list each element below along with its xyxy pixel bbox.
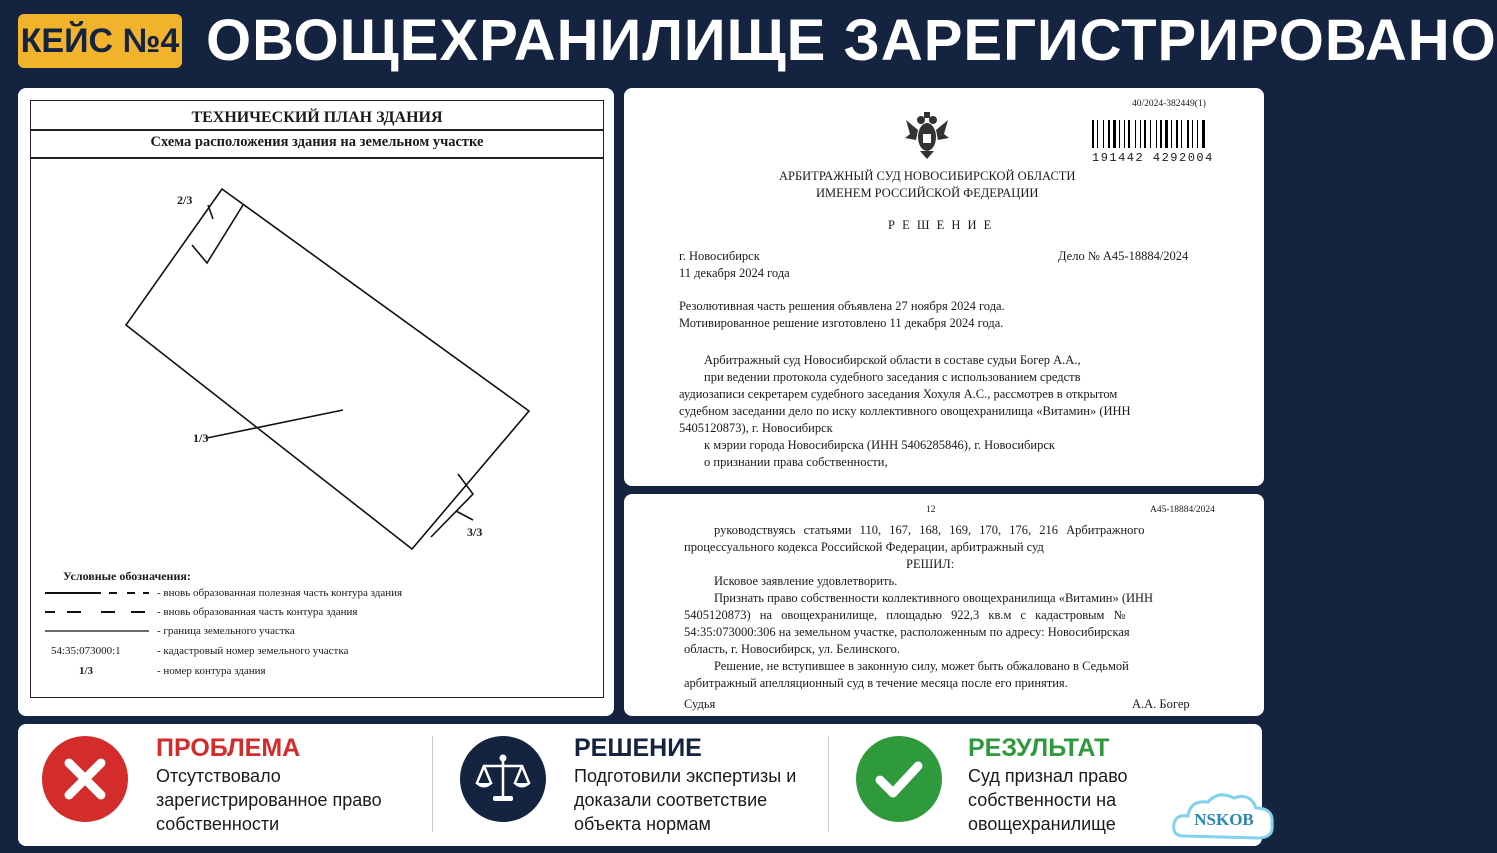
doc-line: к мэрии города Новосибирска (ИНН 5406285846), г. Новосибирск [704, 438, 1055, 452]
technical-plan-panel [18, 88, 614, 716]
solution-text [574, 764, 796, 836]
barcode-number: 191442 4292004 [1092, 151, 1214, 165]
barcode-bar [1192, 120, 1193, 148]
resolution-heading: РЕШИЛ: [906, 557, 955, 571]
barcode-bar [1165, 120, 1168, 148]
barcode-bar [1119, 120, 1120, 148]
city: г. Новосибирск [679, 249, 760, 263]
leader-line-2-3 [208, 205, 213, 219]
court-subtitle: ИМЕНЕМ РОССИЙСКОЙ ФЕДЕРАЦИИ [816, 186, 1039, 200]
barcode-bar [1156, 120, 1157, 148]
doc-line: судебном заседании дело по иску коллективного овощехранилища «Витамин» (ИНН [679, 404, 1131, 418]
legend-item: - вновь образованная часть контура здания [157, 606, 358, 618]
case-number: Дело № А45-18884/2024 [1058, 249, 1189, 263]
page-number: 12 [926, 505, 936, 515]
legend-symbols [45, 587, 165, 647]
barcode-bar [1103, 120, 1104, 148]
logo-text: NSKOB [1194, 810, 1254, 829]
problem-title: ПРОБЛЕМА [156, 734, 301, 762]
doc-line: Резолютивная часть решения объявлена 27 ноября 2024 года. [679, 299, 1005, 313]
check-icon [856, 736, 942, 822]
barcode-bar [1176, 120, 1178, 148]
legend-item: - вновь образованная полезная часть контура здания [157, 587, 403, 599]
solution-line: доказали соответствие [574, 790, 768, 810]
decision-date: 11 декабря 2024 года [679, 266, 790, 280]
problem-text [156, 764, 382, 836]
building-scheme [31, 161, 605, 621]
case-number: А45-18884/2024 [1150, 505, 1215, 515]
barcode-bar [1171, 120, 1172, 148]
barcode-bar [1128, 120, 1130, 148]
divider [432, 736, 433, 832]
barcode-bar [1202, 120, 1205, 148]
legend-item: - граница земельного участка [157, 625, 295, 637]
divider [828, 736, 829, 832]
barcode-bar [1092, 120, 1094, 148]
legend-symbol: 54:35:073000:1 [51, 645, 121, 657]
problem-line: Отсутствовало [156, 766, 281, 786]
plan-frame [30, 100, 604, 698]
label-2-3: 2/3 [177, 193, 193, 207]
barcode-bar [1113, 120, 1116, 148]
barcode-bar [1124, 120, 1125, 148]
doc-line: Решение, не вступившее в законную силу, может быть обжаловано в Седьмой [714, 659, 1129, 673]
solution-line: Подготовили экспертизы и [574, 766, 797, 786]
page-title: ОВОЩЕХРАНИЛИЩЕ ЗАРЕГИСТРИРОВАНО [206, 8, 1497, 73]
legend-symbol: 1/3 [79, 665, 94, 677]
doc-line: Арбитражный суд Новосибирской области в составе судьи Богер А.А., [704, 353, 1081, 367]
cross-icon [42, 736, 128, 822]
court-decision-page [624, 88, 1264, 486]
judge-label: Судья [684, 697, 716, 711]
result-line: собственности на [968, 790, 1117, 810]
barcode-bar [1097, 120, 1098, 148]
doc-line: при ведении протокола судебного заседания с использованием средств [704, 370, 1081, 384]
judge-name: А.А. Богер [1132, 697, 1190, 711]
court-name: АРБИТРАЖНЫЙ СУД НОВОСИБИРСКОЙ ОБЛАСТИ [779, 169, 1076, 183]
doc-line: руководствуясь статьями 110, 167, 168, 169, 170, 176, 216 Арбитражного [714, 523, 1145, 537]
barcode-bar [1108, 120, 1110, 148]
doc-line: Признать право собственности коллективного овощехранилища «Витамин» (ИНН [714, 591, 1154, 605]
result-line: овощехранилище [968, 814, 1116, 834]
doc-line: Исковое заявление удовлетворить. [714, 574, 898, 588]
nskob-logo [1170, 786, 1278, 850]
barcode-bar [1181, 120, 1182, 148]
divider [31, 157, 603, 159]
legend-item: - номер контура здания [157, 665, 266, 677]
document-reference: 40/2024-382449(1) [1132, 99, 1206, 109]
barcode-bar [1187, 120, 1189, 148]
doc-line: процессуального кодекса Российской Федерации, арбитражный суд [684, 540, 1044, 554]
problem-line: зарегистрированное право [156, 790, 382, 810]
barcode-bar [1197, 120, 1198, 148]
divider [31, 129, 603, 131]
result-title: РЕЗУЛЬТАТ [968, 734, 1110, 762]
barcode-bar [1160, 120, 1162, 148]
doc-line: Мотивированное решение изготовлено 11 декабря 2024 года. [679, 316, 1004, 330]
doc-line: аудиозаписи секретарем судебного заседания Хохуля А.С., рассмотрев в открытом [679, 387, 1118, 401]
barcode-bar [1135, 120, 1136, 148]
decision-heading: Р Е Ш Е Н И Е [888, 218, 994, 232]
scales-icon [460, 736, 546, 822]
doc-line: арбитражный апелляционный суд в течение месяца после его принятия. [684, 676, 1068, 690]
doc-line: 54:35:073000:306 на земельном участке, расположенным по адресу: Новосибирская [684, 625, 1130, 639]
doc-line: 5405120873), г. Новосибирск [679, 421, 833, 435]
barcode-bar [1144, 120, 1146, 148]
problem-line: собственности [156, 814, 280, 834]
result-line: Суд признал право [968, 766, 1128, 786]
summary-strip [18, 724, 1262, 846]
case-badge: КЕЙС №4 [18, 14, 182, 68]
court-decision-final-page [624, 494, 1264, 716]
result-text [968, 764, 1128, 836]
emblem-icon [904, 110, 950, 160]
plan-title: ТЕХНИЧЕСКИЙ ПЛАН ЗДАНИЯ [191, 109, 443, 126]
leader-line-1-3 [207, 410, 343, 438]
legend-title: Условные обозначения: [63, 569, 191, 583]
doc-line: о признании права собственности, [704, 455, 888, 469]
label-3-3: 3/3 [467, 525, 483, 539]
legend-item: - кадастровый номер земельного участка [157, 645, 349, 657]
barcode-bar [1150, 120, 1151, 148]
solution-title: РЕШЕНИЕ [574, 734, 702, 762]
doc-line: область, г. Новосибирск, ул. Белинского. [684, 642, 901, 656]
leader-line-3-3 [456, 511, 473, 520]
building-contour [126, 189, 529, 549]
doc-line: 5405120873) на овощехранилище, площадью 922,3 кв.м с кадастровым № [684, 608, 1126, 622]
plan-subtitle: Схема расположения здания на земельном участке [150, 134, 484, 150]
label-1-3: 1/3 [193, 431, 209, 445]
contour-2-3 [192, 205, 243, 263]
solution-line: объекта нормам [574, 814, 711, 834]
barcode-bar [1140, 120, 1141, 148]
